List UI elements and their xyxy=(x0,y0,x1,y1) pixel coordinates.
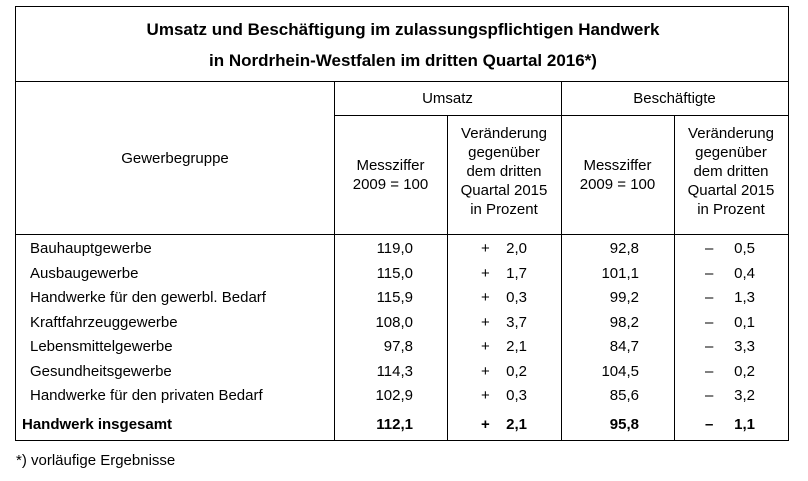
total-umsatz-veraenderung: 2,1 xyxy=(506,416,527,433)
total-beschaeftigte-veraenderung: 1,1 xyxy=(734,416,755,433)
header-beschaeftigte-messziffer: Messziffer 2009 = 100 xyxy=(579,157,656,193)
row-umsatz-sign: + xyxy=(481,289,490,306)
row-umsatz-sign: + xyxy=(481,240,490,257)
header-umsatz-messziffer: Messziffer 2009 = 100 xyxy=(352,157,429,193)
total-umsatz-messziffer: 112,1 xyxy=(376,416,413,433)
row-beschaeftigte-veraenderung: 0,1 xyxy=(734,314,755,331)
row-umsatz-messziffer: 119,0 xyxy=(376,240,413,257)
total-beschaeftigte-sign: – xyxy=(705,416,714,433)
table-title-line-1: Umsatz und Beschäftigung im zulassungspflichtigen Handwerk xyxy=(146,20,660,39)
row-beschaeftigte-messziffer: 101,1 xyxy=(601,265,639,282)
total-beschaeftigte-messziffer: 95,8 xyxy=(609,416,639,433)
table-frame xyxy=(15,6,789,441)
row-umsatz-sign: + xyxy=(481,387,490,404)
header-beschaeftigte-veraenderung: Veränderung gegenüber dem dritten Quartal 2015 in Prozent xyxy=(687,125,775,218)
row-gewerbegruppe: Handwerke für den privaten Bedarf xyxy=(30,387,263,404)
title-divider xyxy=(16,81,788,82)
row-beschaeftigte-sign: – xyxy=(705,265,714,282)
total-label: Handwerk insgesamt xyxy=(22,416,173,433)
row-umsatz-sign: + xyxy=(481,363,490,380)
row-gewerbegruppe: Gesundheitsgewerbe xyxy=(30,363,172,380)
row-umsatz-veraenderung: 0,3 xyxy=(506,289,527,306)
row-umsatz-veraenderung: 2,1 xyxy=(506,338,527,355)
footnote: *) vorläufige Ergebnisse xyxy=(16,452,176,469)
table-title-line-2: in Nordrhein-Westfalen im dritten Quartal 2016*) xyxy=(209,51,597,70)
header-umsatz: Umsatz xyxy=(422,90,473,107)
row-gewerbegruppe: Ausbaugewerbe xyxy=(30,265,139,282)
row-umsatz-veraenderung: 1,7 xyxy=(506,265,527,282)
row-beschaeftigte-veraenderung: 3,2 xyxy=(734,387,755,404)
header-beschaeftigte: Beschäftigte xyxy=(633,90,716,107)
header-gewerbegruppe: Gewerbegruppe xyxy=(121,150,229,167)
row-umsatz-sign: + xyxy=(481,265,490,282)
row-umsatz-veraenderung: 2,0 xyxy=(506,240,527,257)
row-umsatz-messziffer: 114,3 xyxy=(376,363,413,380)
row-beschaeftigte-sign: – xyxy=(705,387,714,404)
header-umsatz-veraenderung: Veränderung gegenüber dem dritten Quartal 2015 in Prozent xyxy=(460,125,548,218)
row-umsatz-veraenderung: 3,7 xyxy=(506,314,527,331)
row-beschaeftigte-veraenderung: 3,3 xyxy=(734,338,755,355)
row-gewerbegruppe: Handwerke für den gewerbl. Bedarf xyxy=(30,289,266,306)
row-beschaeftigte-sign: – xyxy=(705,289,714,306)
row-umsatz-messziffer: 102,9 xyxy=(375,387,413,404)
row-gewerbegruppe: Kraftfahrzeuggewerbe xyxy=(30,314,178,331)
row-beschaeftigte-messziffer: 98,2 xyxy=(609,314,639,331)
row-gewerbegruppe: Bauhauptgewerbe xyxy=(30,240,152,257)
row-beschaeftigte-messziffer: 85,6 xyxy=(609,387,639,404)
row-beschaeftigte-messziffer: 104,5 xyxy=(601,363,639,380)
row-umsatz-veraenderung: 0,2 xyxy=(506,363,527,380)
row-beschaeftigte-messziffer: 99,2 xyxy=(609,289,639,306)
row-gewerbegruppe: Lebensmittelgewerbe xyxy=(30,338,173,355)
row-beschaeftigte-sign: – xyxy=(705,240,714,257)
row-beschaeftigte-veraenderung: 0,5 xyxy=(734,240,755,257)
total-umsatz-sign: + xyxy=(481,416,490,433)
row-umsatz-sign: + xyxy=(481,338,490,355)
row-umsatz-messziffer: 108,0 xyxy=(375,314,413,331)
row-umsatz-messziffer: 115,9 xyxy=(376,289,413,306)
row-umsatz-veraenderung: 0,3 xyxy=(506,387,527,404)
row-umsatz-messziffer: 97,8 xyxy=(383,338,413,355)
row-beschaeftigte-messziffer: 92,8 xyxy=(609,240,639,257)
row-beschaeftigte-sign: – xyxy=(705,363,714,380)
row-beschaeftigte-veraenderung: 1,3 xyxy=(734,289,755,306)
row-beschaeftigte-sign: – xyxy=(705,338,714,355)
row-beschaeftigte-veraenderung: 0,4 xyxy=(734,265,755,282)
header-divider xyxy=(16,234,788,235)
row-beschaeftigte-veraenderung: 0,2 xyxy=(734,363,755,380)
row-umsatz-sign: + xyxy=(481,314,490,331)
row-beschaeftigte-messziffer: 84,7 xyxy=(609,338,639,355)
row-beschaeftigte-sign: – xyxy=(705,314,714,331)
row-umsatz-messziffer: 115,0 xyxy=(376,265,413,282)
